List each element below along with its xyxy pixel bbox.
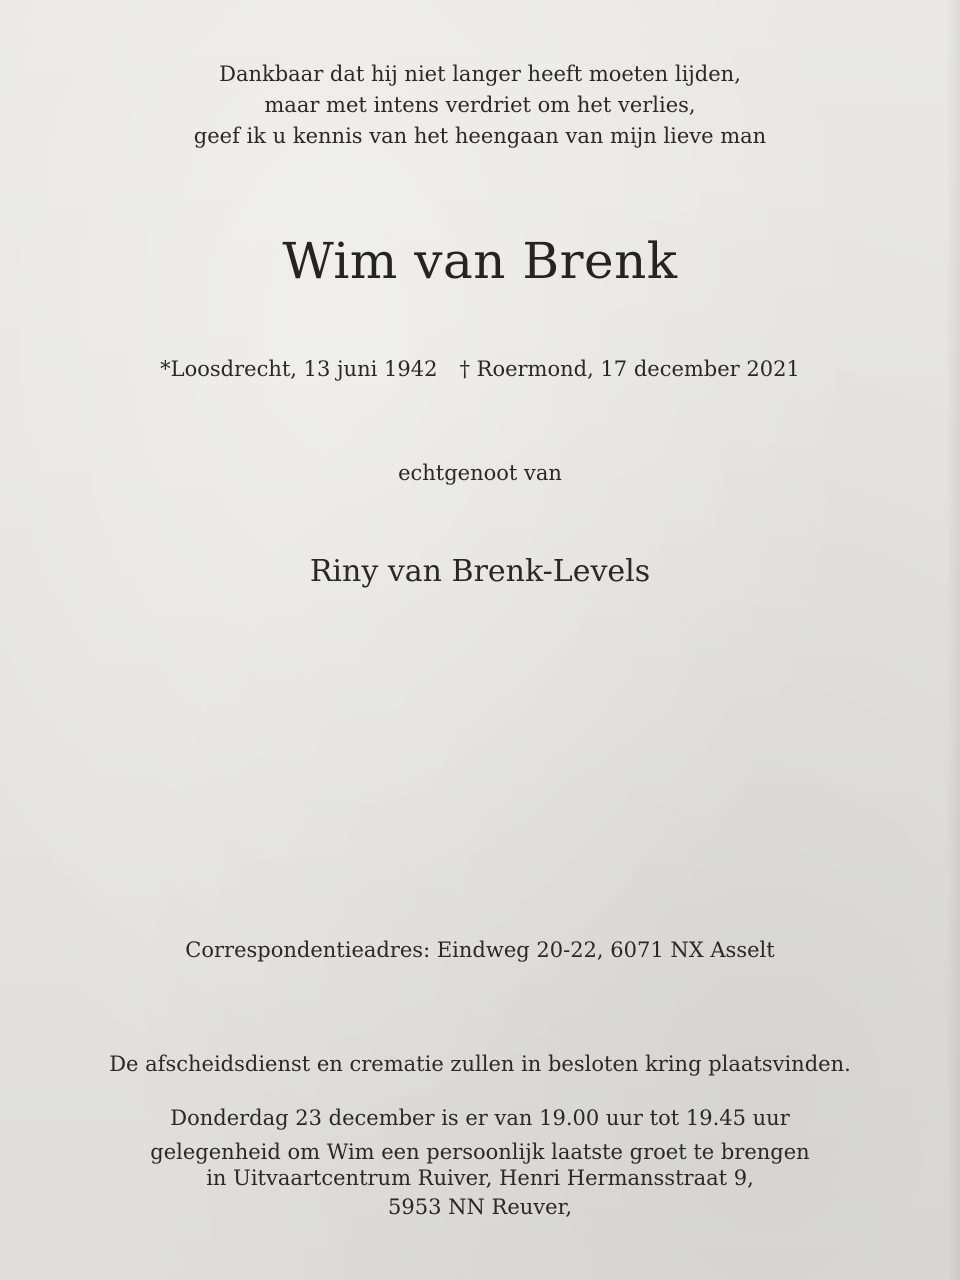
visitation-line: 5953 NN Reuver, [387,1195,572,1219]
spouse-label: echtgenoot van [398,461,562,485]
life-dates [0,357,960,381]
visitation-line: gelegenheid om Wim een persoonlijk laatste groet te brengen [150,1140,810,1164]
intro-line: maar met intens verdriet om het verlies, [264,93,696,117]
intro-line: Dankbaar dat hij niet langer heeft moeten lijden, [219,62,741,86]
service-notice: De afscheidsdienst en crematie zullen in besloten kring plaatsvinden. [109,1052,851,1076]
intro-line: geef ik u kennis van het heengaan van mijn lieve man [193,124,767,148]
birth-date: *Loosdrecht, 13 juni 1942 [160,357,438,381]
visitation-line: Donderdag 23 december is er van 19.00 uur tot 19.45 uur [170,1106,790,1130]
spouse-name: Riny van Brenk-Levels [309,554,651,589]
paper-edge-shadow [946,0,960,1280]
deceased-name: Wim van Brenk [282,232,678,290]
correspondence-address: Correspondentieadres: Eindweg 20-22, 6071 NX Asselt [185,938,775,962]
death-date: † Roermond, 17 december 2021 [459,357,800,381]
visitation-line: in Uitvaartcentrum Ruiver, Henri Hermansstraat 9, [206,1166,754,1190]
